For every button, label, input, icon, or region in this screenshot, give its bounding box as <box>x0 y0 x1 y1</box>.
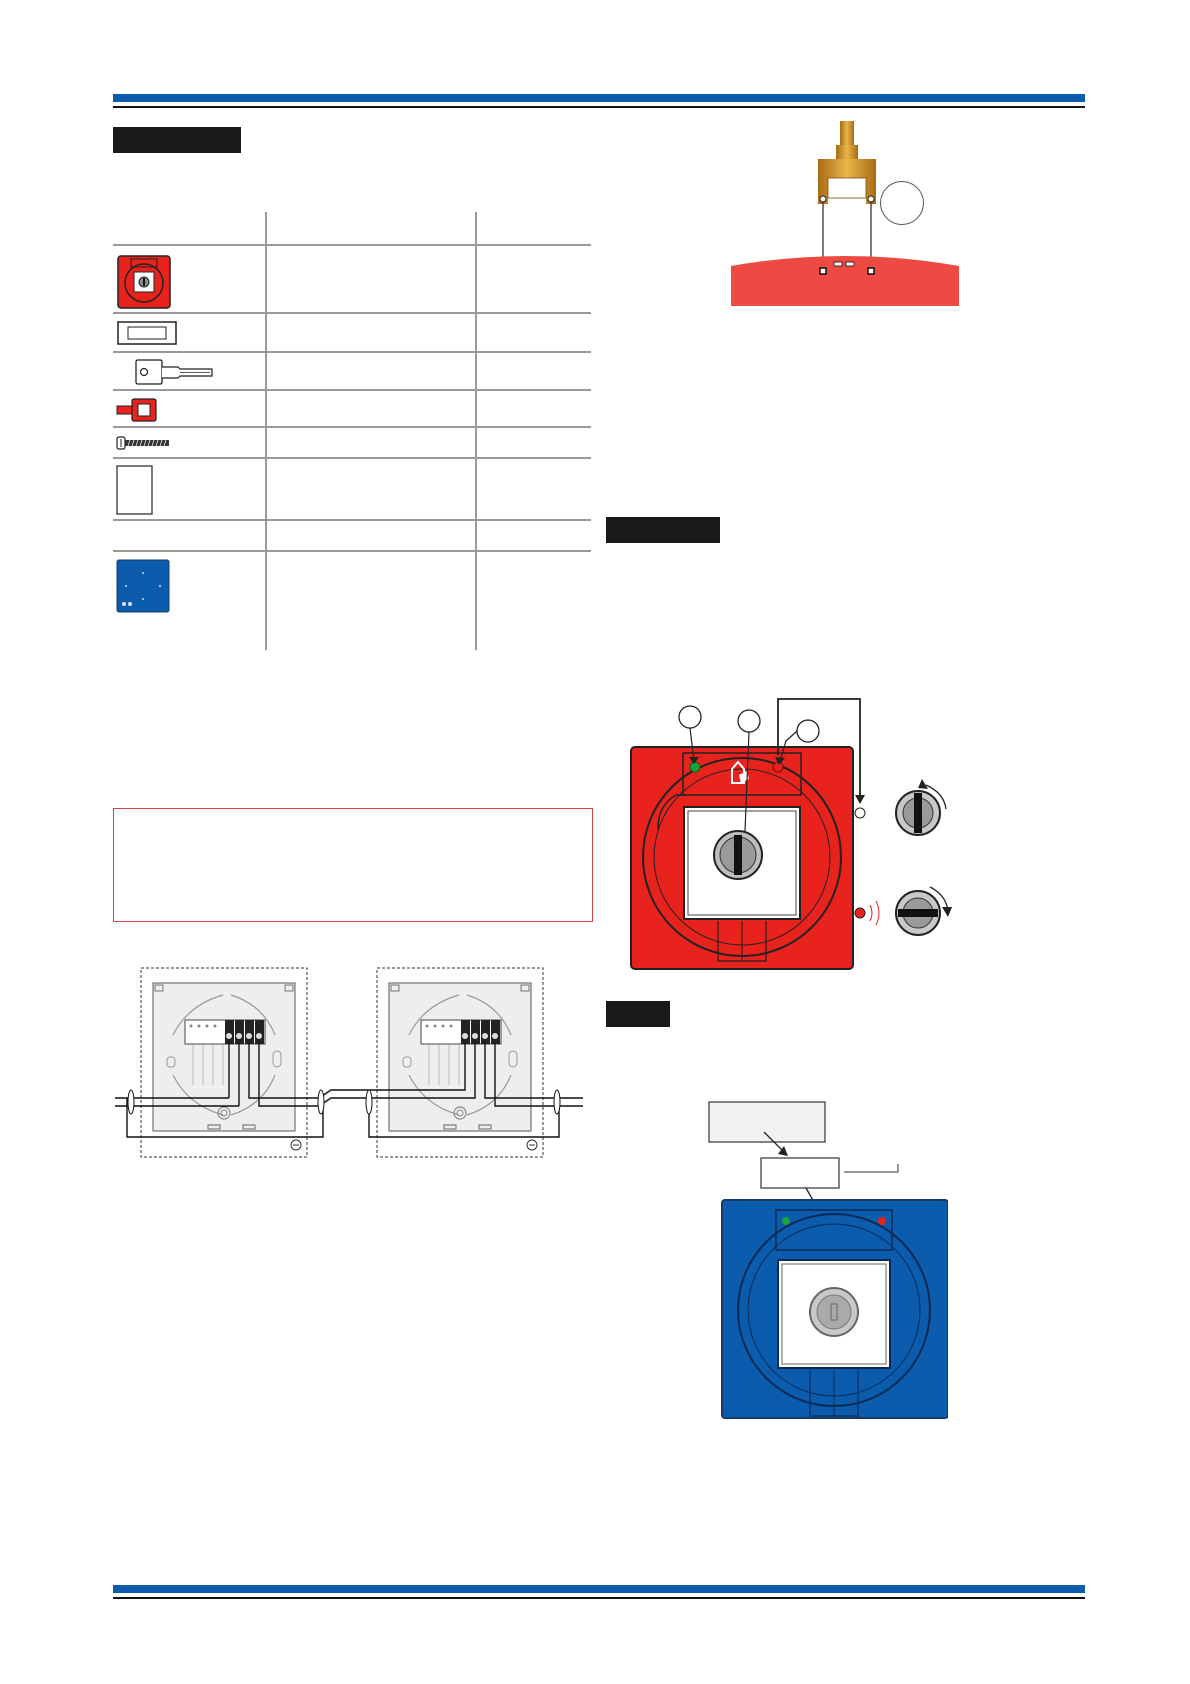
paper-sheet-icon <box>116 465 154 515</box>
header-blue-bar <box>113 94 1085 102</box>
section-tab-label <box>606 1001 670 1027</box>
callout-circle <box>880 181 924 225</box>
table-col-divider <box>265 212 267 650</box>
section-tab-operation <box>606 517 720 543</box>
table-row-divider <box>113 312 591 314</box>
red-reset-key-icon <box>116 397 164 423</box>
table-row-divider <box>113 519 591 521</box>
footer-black-line <box>113 1597 1085 1599</box>
table-col-divider <box>475 212 477 650</box>
key-icon <box>134 358 214 386</box>
table-row-divider <box>113 244 591 246</box>
blue-call-point-icon <box>116 559 170 613</box>
table-row-divider <box>113 457 591 459</box>
section-tab-contents <box>113 127 241 153</box>
screw-icon <box>116 435 172 451</box>
table-row-divider <box>113 550 591 552</box>
table-row-divider <box>113 351 591 353</box>
red-call-point-icon <box>117 255 171 309</box>
warning-box <box>113 808 593 922</box>
red-call-point-operation-diagram <box>628 695 968 975</box>
blue-call-point-label-diagram <box>708 1100 948 1420</box>
flat-label-icon <box>117 321 177 345</box>
test-key-insert-diagram <box>730 118 960 308</box>
header-black-line <box>113 106 1085 108</box>
table-row-divider <box>113 389 591 391</box>
table-row-divider <box>113 426 591 428</box>
footer-blue-bar <box>113 1585 1085 1593</box>
wiring-diagram <box>113 965 591 1165</box>
